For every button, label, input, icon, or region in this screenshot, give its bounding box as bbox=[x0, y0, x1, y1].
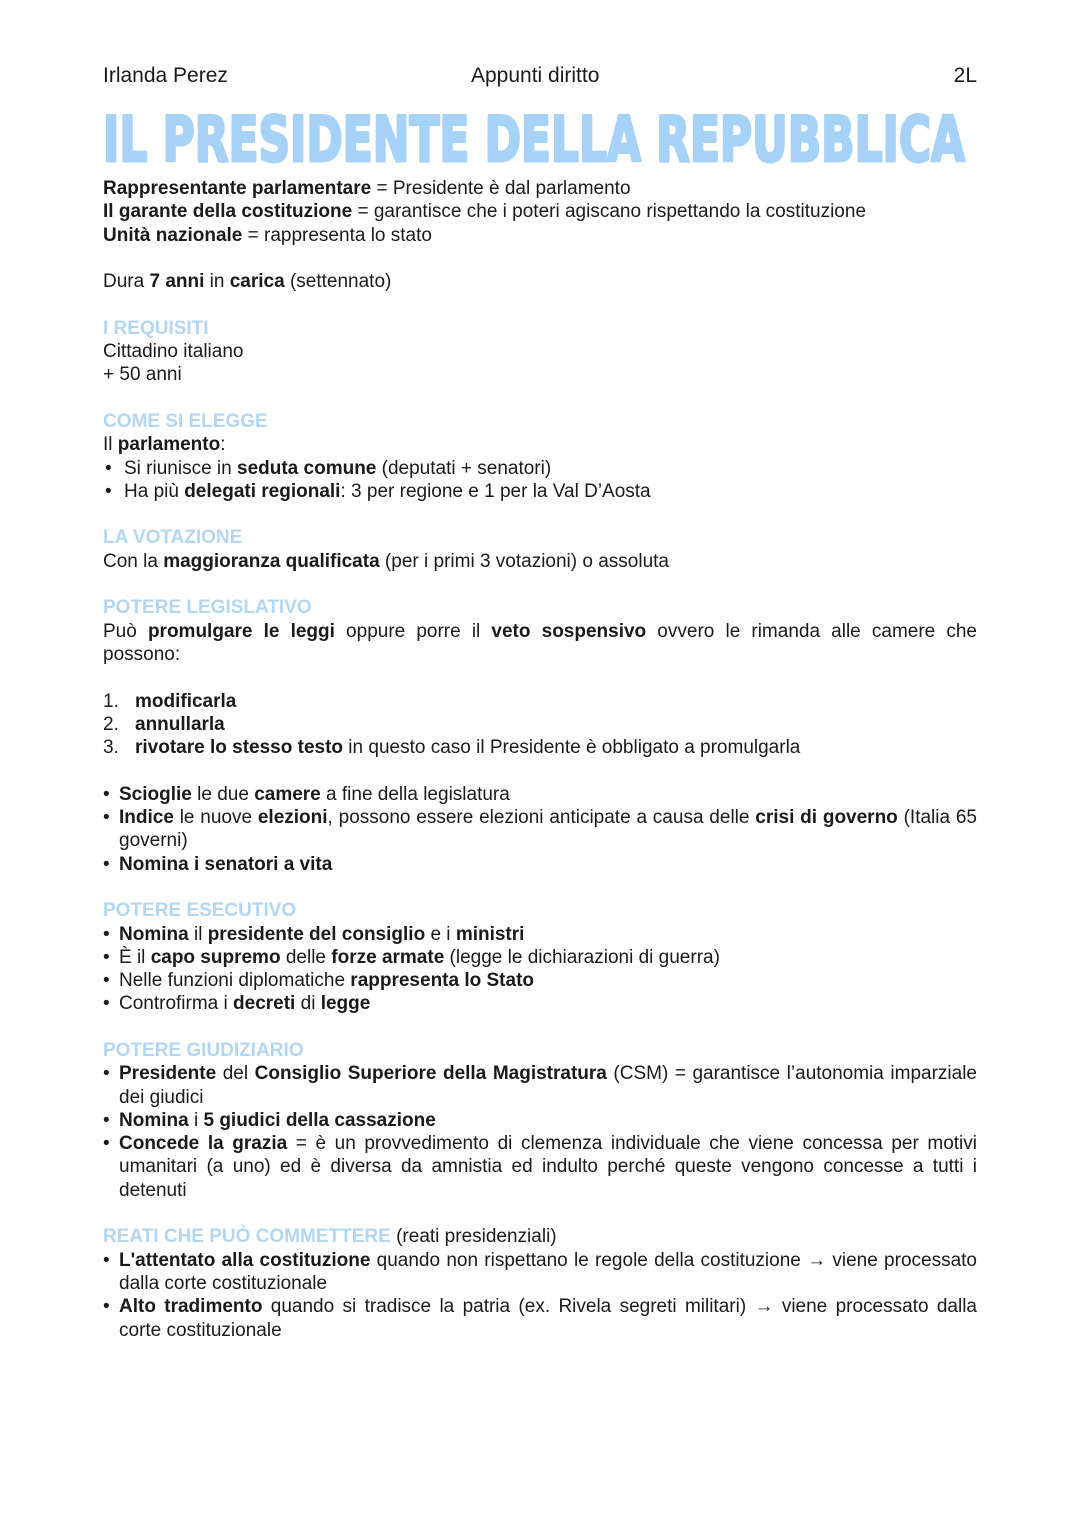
list-item bbox=[103, 992, 977, 1015]
heading-text: POTERE GIUDIZIARIO bbox=[103, 1039, 304, 1061]
text: Si riunisce in bbox=[124, 457, 237, 479]
text: Controfirma i bbox=[119, 993, 234, 1015]
heading-text: COME SI ELEGGE bbox=[103, 410, 268, 432]
section-heading bbox=[103, 596, 977, 619]
bullet-icon: • bbox=[105, 457, 112, 479]
bold-text: rivotare lo stesso testo bbox=[135, 737, 344, 759]
text-line bbox=[103, 224, 977, 247]
notes-content bbox=[103, 177, 977, 1342]
text-line bbox=[103, 340, 977, 363]
text: + 50 anni bbox=[103, 364, 182, 386]
bold-text: camere bbox=[254, 783, 321, 805]
bold-text: Alto tradimento bbox=[119, 1296, 263, 1318]
bold-text: promulgare le leggi bbox=[147, 620, 335, 642]
spacer bbox=[103, 1016, 977, 1039]
paragraph bbox=[103, 620, 977, 667]
text: a fine della legislatura bbox=[320, 783, 510, 805]
bold-text: legge bbox=[320, 993, 371, 1015]
list-item bbox=[103, 969, 977, 992]
bullet-icon: • bbox=[103, 923, 110, 945]
spacer bbox=[103, 293, 977, 316]
text: delle bbox=[280, 946, 332, 968]
list-number: 3. bbox=[103, 737, 119, 759]
text: e i bbox=[425, 923, 456, 945]
bold-text: Presidente bbox=[119, 1063, 217, 1085]
list-item bbox=[103, 1109, 977, 1132]
bold-text: seduta comune bbox=[237, 457, 377, 479]
heading-text: POTERE ESECUTIVO bbox=[103, 900, 297, 922]
page-header bbox=[103, 64, 977, 88]
text: (Italia 65 governi) bbox=[119, 807, 977, 852]
text: i bbox=[188, 1109, 204, 1131]
text-line bbox=[103, 363, 977, 386]
bullet-icon: • bbox=[103, 970, 110, 992]
section-heading bbox=[103, 410, 977, 433]
text: (per i primi 3 votazioni) o assoluta bbox=[379, 550, 669, 572]
text-line bbox=[103, 270, 977, 293]
spacer bbox=[103, 876, 977, 899]
bullet-icon: • bbox=[103, 1296, 110, 1318]
bold-text: crisi di governo bbox=[755, 807, 898, 829]
text: = Presidente è dal parlamento bbox=[371, 178, 631, 199]
text: quando non rispettano le regole della costituzione → viene processato dalla corte costituzionale bbox=[119, 1249, 977, 1294]
text: (reati presidenziali) bbox=[390, 1226, 557, 1248]
bold-text: Scioglie bbox=[119, 783, 192, 805]
spacer bbox=[103, 387, 977, 410]
spacer bbox=[103, 666, 977, 689]
bullet-icon: • bbox=[103, 1063, 110, 1085]
text: ovvero le rimanda alle camere che possono: bbox=[103, 620, 977, 665]
text: (deputati + senatori) bbox=[376, 457, 552, 479]
text: Ha più bbox=[124, 480, 185, 502]
page-title bbox=[100, 104, 980, 170]
bullet-icon: • bbox=[103, 946, 110, 968]
text: Nelle funzioni diplomatiche bbox=[119, 970, 351, 992]
bold-text: Unità nazionale bbox=[103, 224, 243, 246]
section-heading bbox=[103, 526, 977, 549]
spacer bbox=[103, 503, 977, 526]
bold-text: presidente del consiglio bbox=[207, 923, 426, 945]
text: (settennato) bbox=[284, 271, 392, 293]
section-heading bbox=[103, 899, 977, 922]
bold-text: maggioranza qualificata bbox=[163, 550, 380, 572]
bullet-icon: • bbox=[103, 807, 110, 829]
section-heading bbox=[103, 1225, 977, 1248]
text: in bbox=[204, 271, 230, 293]
text: quando si tradisce la patria (ex. Rivela segreti militari) → viene processato dalla corte costituzionale bbox=[119, 1296, 977, 1341]
bold-text: delegati regionali bbox=[184, 480, 341, 502]
bold-text: capo supremo bbox=[150, 946, 281, 968]
text: Il bbox=[103, 434, 118, 456]
text: (CSM) = garantisce l’autonomia imparziale dei giudici bbox=[119, 1063, 977, 1108]
bold-text: Nomina bbox=[119, 923, 189, 945]
bullet-icon: • bbox=[103, 1249, 110, 1271]
bold-text: Nomina bbox=[119, 1109, 189, 1131]
bold-text: Il garante della costituzione bbox=[103, 201, 353, 223]
heading-text: LA VOTAZIONE bbox=[103, 527, 243, 549]
text: di bbox=[295, 993, 321, 1015]
bold-text: rappresenta lo Stato bbox=[350, 970, 535, 992]
heading-text: POTERE LEGISLATIVO bbox=[103, 597, 312, 619]
text: Dura bbox=[103, 271, 150, 293]
bullet-icon: • bbox=[103, 783, 110, 805]
title-text: IL PRESIDENTE DELLA REPUBBLICA bbox=[103, 104, 966, 170]
bold-text: Concede la grazia bbox=[119, 1133, 288, 1155]
text: oppure porre il bbox=[334, 620, 492, 642]
text-line bbox=[103, 550, 977, 573]
bold-text: elezioni bbox=[257, 807, 328, 829]
list-number: 2. bbox=[103, 713, 119, 735]
text: È il bbox=[119, 946, 151, 968]
heading-text: REATI CHE PUÒ COMMETTERE bbox=[103, 1226, 391, 1248]
list-item bbox=[103, 806, 977, 853]
document-subject: Appunti diritto bbox=[471, 64, 600, 87]
bold-text: carica bbox=[229, 271, 285, 293]
list-item bbox=[103, 457, 977, 480]
bold-text: annullarla bbox=[135, 713, 225, 735]
text: le due bbox=[191, 783, 255, 805]
bold-text: Rappresentante parlamentare bbox=[103, 178, 372, 199]
text-line bbox=[103, 433, 977, 456]
bold-text: 7 anni bbox=[149, 271, 205, 293]
text: = rappresenta lo stato bbox=[242, 224, 432, 246]
text: : 3 per regione e 1 per la Val D’Aosta bbox=[340, 480, 651, 502]
list-item bbox=[103, 1295, 977, 1342]
spacer bbox=[103, 759, 977, 782]
bold-text: modificarla bbox=[135, 690, 237, 712]
bullet-icon: • bbox=[103, 1109, 110, 1131]
text: Cittadino italiano bbox=[103, 341, 244, 363]
text: = è un provvedimento di clemenza individuale che viene concessa per motivi umanitari (a uno) ed è diversa da amnistia ed indulto perché queste vengono concesse a tutti i detenuti bbox=[119, 1133, 977, 1201]
section-heading bbox=[103, 317, 977, 340]
bold-text: L'attentato alla costituzione bbox=[119, 1249, 371, 1271]
list-item bbox=[103, 946, 977, 969]
spacer bbox=[103, 573, 977, 596]
list-number: 1. bbox=[103, 690, 119, 712]
bullet-icon: • bbox=[103, 1133, 110, 1155]
bold-text: Consiglio Superiore della Magistratura bbox=[254, 1063, 607, 1085]
bold-text: Indice bbox=[119, 807, 174, 829]
text: , possono essere elezioni anticipate a causa delle bbox=[327, 807, 756, 829]
text: (legge le dichiarazioni di guerra) bbox=[444, 946, 720, 968]
text-line bbox=[103, 200, 977, 223]
list-item bbox=[103, 853, 977, 876]
bold-text: veto sospensivo bbox=[491, 620, 647, 642]
text-line bbox=[103, 177, 977, 200]
text: = garantisce che i poteri agiscano rispettando la costituzione bbox=[352, 201, 867, 223]
text: le nuove bbox=[173, 807, 258, 829]
author-name: Irlanda Perez bbox=[103, 64, 228, 87]
text: Con la bbox=[103, 550, 164, 572]
numbered-item bbox=[103, 713, 977, 736]
list-item bbox=[103, 1132, 977, 1202]
text: Può bbox=[103, 620, 148, 642]
section-heading bbox=[103, 1039, 977, 1062]
bold-text: parlamento bbox=[117, 434, 221, 456]
bold-text: Nomina i senatori a vita bbox=[119, 853, 333, 875]
bold-text: forze armate bbox=[331, 946, 445, 968]
numbered-item bbox=[103, 736, 977, 759]
text: : bbox=[220, 434, 226, 456]
list-item bbox=[103, 783, 977, 806]
list-item bbox=[103, 480, 977, 503]
spacer bbox=[103, 247, 977, 270]
text: in questo caso il Presidente è obbligato a promulgarla bbox=[343, 737, 801, 759]
spacer bbox=[103, 1202, 977, 1225]
numbered-item bbox=[103, 690, 977, 713]
bold-text: decreti bbox=[233, 993, 296, 1015]
bullet-icon: • bbox=[103, 993, 110, 1015]
class-label: 2L bbox=[953, 64, 977, 87]
heading-text: I REQUISITI bbox=[103, 317, 209, 339]
bullet-icon: • bbox=[103, 853, 110, 875]
list-item bbox=[103, 1249, 977, 1296]
bold-text: 5 giudici della cassazione bbox=[203, 1109, 436, 1131]
list-item bbox=[103, 1062, 977, 1109]
bullet-icon: • bbox=[105, 480, 112, 502]
text: il bbox=[188, 923, 208, 945]
list-item bbox=[103, 923, 977, 946]
text: del bbox=[216, 1063, 255, 1085]
bold-text: ministri bbox=[455, 923, 525, 945]
